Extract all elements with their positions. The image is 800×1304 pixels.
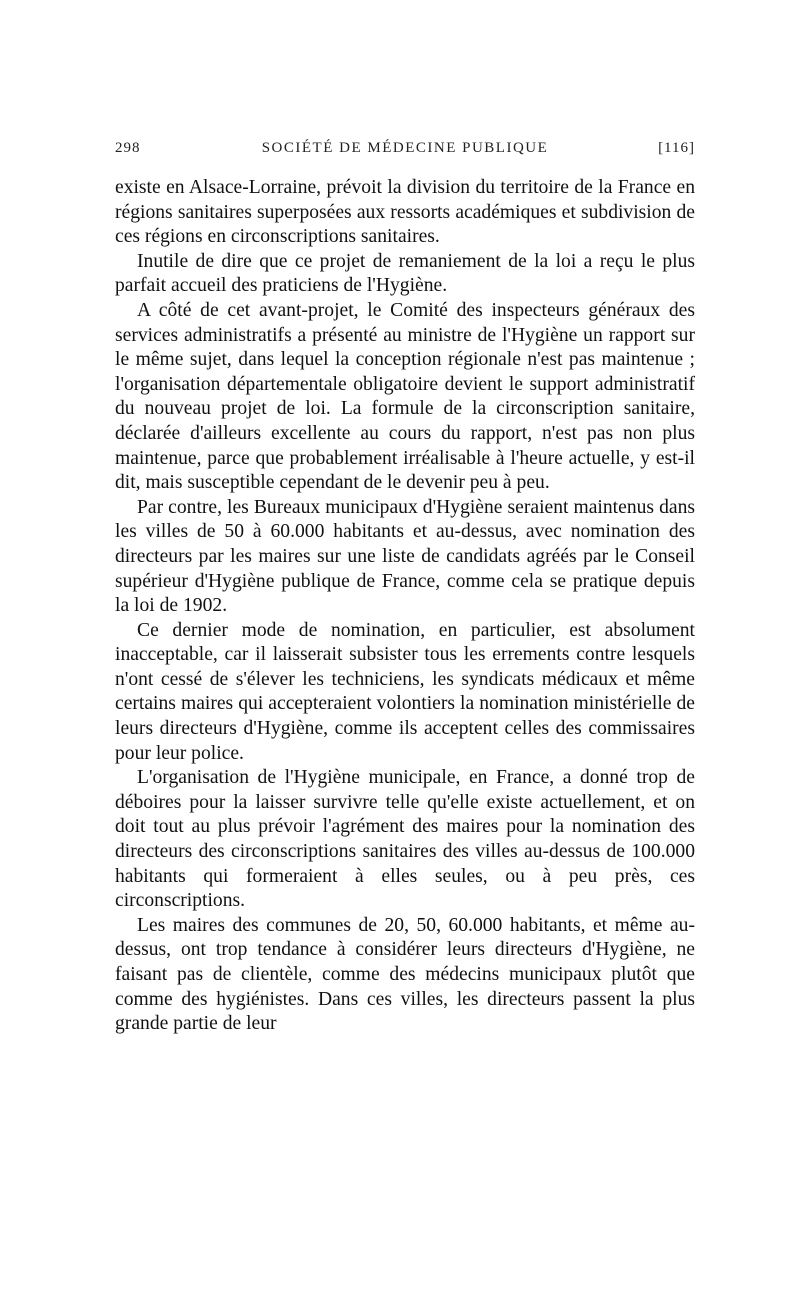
paragraph: Ce dernier mode de nomination, en particulier, est absolument inacceptable, car il laisserait subsister tous les errements contre lesquels n'ont cessé de s'élever les techniciens, les syndicats médicaux et même certains maires qui accepteraient volontiers la nomination ministérielle de leurs directeurs d'Hygiène, comme ils acceptent celles des commissaires pour leur police. xyxy=(115,619,695,764)
book-page xyxy=(115,140,695,1037)
paragraph: Inutile de dire que ce projet de remaniement de la loi a reçu le plus parfait accueil des praticiens de l'Hygiène. xyxy=(115,250,695,297)
paragraph: Par contre, les Bureaux municipaux d'Hygiène seraient maintenus dans les villes de 50 à 60.000 habitants et au-dessus, avec nomination des directeurs par les maires sur une liste de candidats agréés par le Conseil supérieur d'Hygiène publique de France, comme cela se pratique depuis la loi de 1902. xyxy=(115,496,695,617)
running-header xyxy=(115,140,695,164)
paragraph: L'organisation de l'Hygiène municipale, en France, a donné trop de déboires pour la laisser survivre telle qu'elle existe actuellement, et on doit tout au plus prévoir l'agrément des maires pour la nomination des directeurs des circonscriptions sanitaires des villes au-dessus de 100.000 habitants qui formeraient à elles seules, ou à peu près, ces circonscriptions. xyxy=(115,767,695,912)
paragraph-continued: existe en Alsace-Lorraine, prévoit la division du territoire de la France en régions sanitaires superposées aux ressorts académiques et subdivision de ces régions en circonscriptions sanitaires. xyxy=(115,177,695,248)
page-number: 298 xyxy=(115,140,141,156)
paragraph: A côté de cet avant-projet, le Comité des inspecteurs généraux des services administratifs a présenté au ministre de l'Hygiène un rapport sur le même sujet, dans lequel la conception régionale n'est pas maintenue ; l'organisation départementale obligatoire devient le support administratif du nouveau projet de loi. La formule de la circonscription sanitaire, déclarée d'ailleurs excellente au cours du rapport, n'est pas non plus maintenue, parce que probablement irréalisable à l'heure actuelle, y est-il dit, mais susceptible cependant de le devenir peu à peu. xyxy=(115,299,695,494)
section-number: [116] xyxy=(658,140,695,156)
paragraph: Les maires des communes de 20, 50, 60.000 habitants, et même au-dessus, ont trop tendance à considérer leurs directeurs d'Hygiène, ne faisant pas de clientèle, comme des médecins municipaux plutôt que comme des hygiénistes. Dans ces villes, les directeurs passent la plus grande partie de leur xyxy=(115,914,695,1035)
running-title: SOCIÉTÉ DE MÉDECINE PUBLIQUE xyxy=(261,140,549,156)
body-text xyxy=(115,176,695,1037)
